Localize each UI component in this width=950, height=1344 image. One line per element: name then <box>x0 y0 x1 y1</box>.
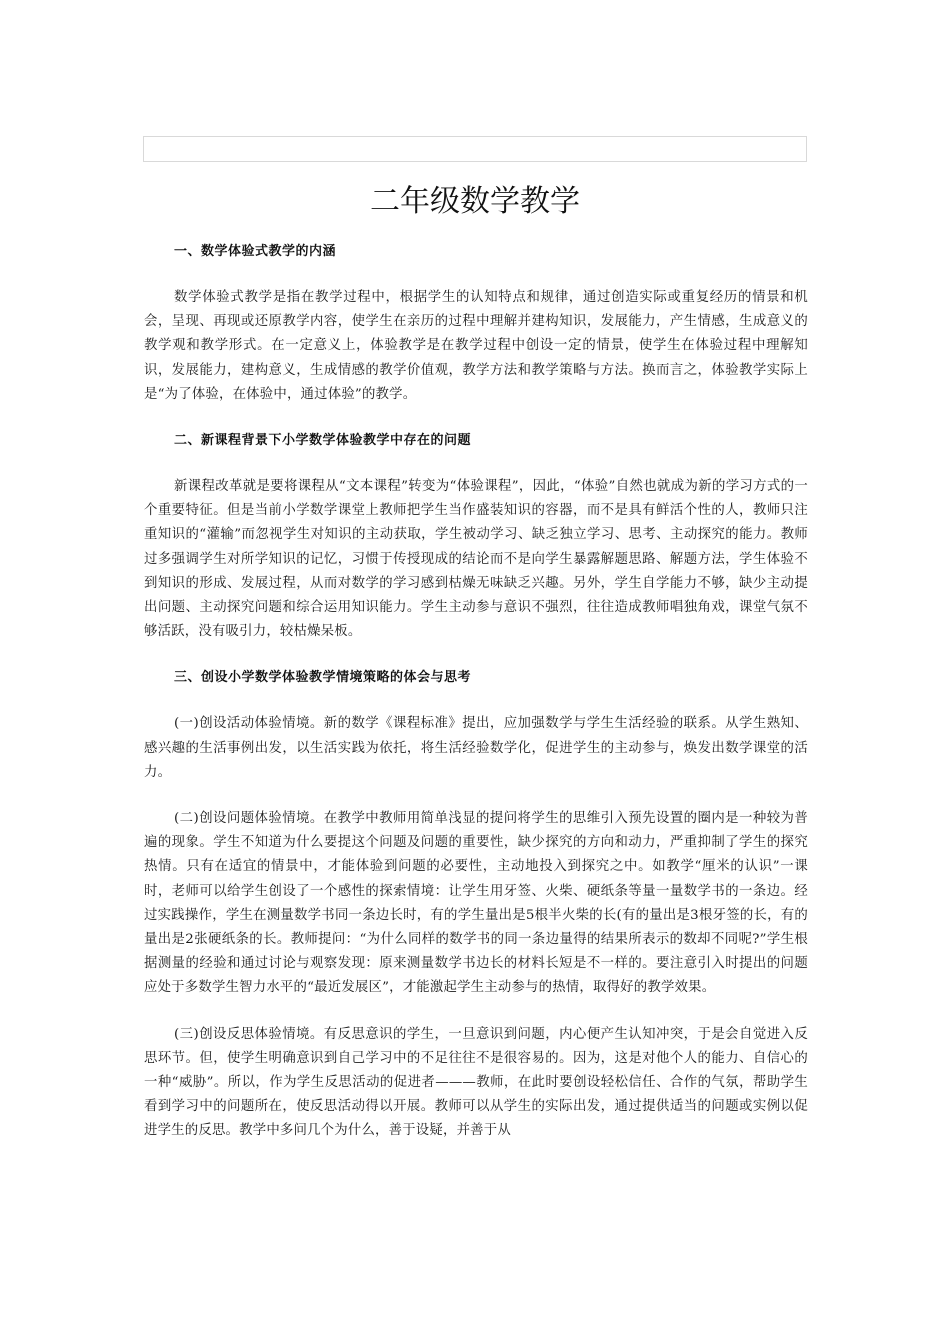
document-title: 二年级数学教学 <box>370 184 580 219</box>
section-3-paragraph-1: (一)创设活动体验情境。新的数学《课程标准》提出，应加强数学与学生生活经验的联系。从学生熟知、感兴趣的生活事例出发，以生活实践为依托，将生活经验数学化，促进学生的主动参与，焕发出数学课堂的活力。 <box>144 716 808 780</box>
section-heading-3: 三、创设小学数学体验教学情境策略的体会与思考 <box>174 670 472 686</box>
section-2-paragraph-1: 新课程改革就是要将课程从“文本课程”转变为“体验课程”，因此，“体验”自然也就成为新的学习方式的一个重要特征。但是当前小学数学课堂上教师把学生当作盛装知识的容器，而不是具有鲜活个性的人，教师只注重知识的“灌输”而忽视学生对知识的主动获取，学生被动学习、缺乏独立学习、思考、主动探究的能力。教师过多强调学生对所学知识的记忆，习惯于传授现成的结论而不是向学生暴露解题思路、解题方法，学生体验不到知识的形成、发展过程，从而对数学的学习感到枯燥无味缺乏兴趣。另外，学生自学能力不够，缺少主动提出问题、主动探究问题和综合运用知识能力。学生主动参与意识不强烈，往往造成教师唱独角戏，课堂气氛不够活跃，没有吸引力，较枯燥呆板。 <box>144 479 808 640</box>
document-body <box>144 240 808 1144</box>
section-3-paragraph-2: (二)创设问题体验情境。在教学中教师用简单浅显的提问将学生的思维引入预先设置的圈内是一种较为普遍的现象。学生不知道为什么要提这个问题及问题的重要性，缺少探究的方向和动力，严重抑制了学生的探究热情。只有在适宜的情景中，才能体验到问题的必要性，主动地投入到探究之中。如教学“厘米的认识”一课时，老师可以给学生创设了一个感性的探索情境：让学生用牙签、火柴、硬纸条等量一量数学书的一条边。经过实践操作，学生在测量数学书同一条边长时，有的学生量出是5根半火柴的长(有的量出是3根牙签的长，有的量出是2张硬纸条的长。教师提问：“为什么同样的数学书的同一条边量得的结果所表示的数却不同呢?”学生根据测量的经验和通过讨论与观察发现：原来测量数学书边长的材料长短是不一样的。要注意引入时提出的问题应处于多数学生智力水平的“最近发展区”，才能激起学生主动参与的热情，取得好的教学效果。 <box>144 811 808 996</box>
header-frame <box>143 136 807 162</box>
section-1-paragraph-1: 数学体验式教学是指在教学过程中，根据学生的认知特点和规律，通过创造实际或重复经历的情景和机会，呈现、再现或还原教学内容，使学生在亲历的过程中理解并建构知识，发展能力，产生情感，生成意义的教学观和教学形式。在一定意义上，体验教学是在教学过程中创设一定的情景，使学生在体验过程中理解知识，发展能力，建构意义，生成情感的教学价值观，教学方法和教学策略与方法。换而言之，体验教学实际上是“为了体验，在体验中，通过体验”的教学。 <box>144 290 808 402</box>
section-heading-1: 一、数学体验式教学的内涵 <box>174 244 337 259</box>
section-3-paragraph-3: (三)创设反思体验情境。有反思意识的学生，一旦意识到问题，内心便产生认知冲突，于是会自觉进入反思环节。但，使学生明确意识到自己学习中的不足往往不是很容易的。因为，这是对他个人的能力、自信心的一种“威胁”。所以，作为学生反思活动的促进者———教师，在此时要创设轻松信任、合作的气氛，帮助学生看到学习中的问题所在，使反思活动得以开展。教师可以从学生的实际出发，通过提供适当的问题或实例以促进学生的反思。教学中多问几个为什么，善于设疑，并善于从 <box>144 1026 808 1139</box>
section-heading-2: 二、新课程背景下小学数学体验教学中存在的问题 <box>174 433 472 449</box>
